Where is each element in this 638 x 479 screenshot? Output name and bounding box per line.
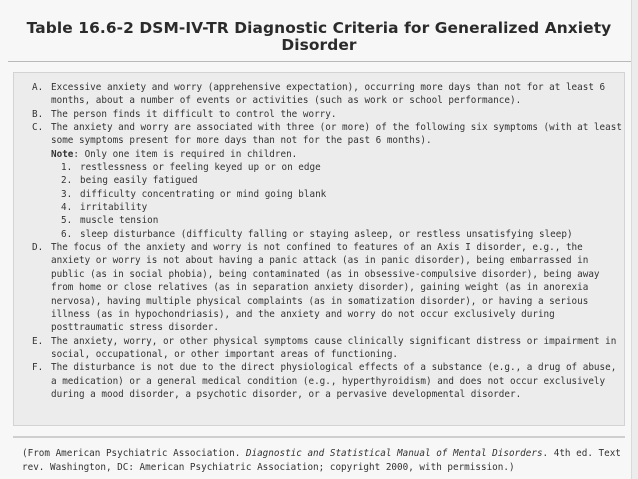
symptom-number: 2. xyxy=(61,175,73,187)
symptom-text: restlessness or feeling keyed up or on edge xyxy=(80,162,321,174)
criterion-letter: E. xyxy=(32,335,44,347)
symptom-item xyxy=(32,174,622,187)
symptom-text: muscle tension xyxy=(80,215,159,227)
symptom-number: 3. xyxy=(61,188,73,200)
criterion-c xyxy=(32,121,622,148)
symptom-item xyxy=(32,201,622,214)
symptom-text: being easily fatigued xyxy=(80,175,198,187)
title-divider xyxy=(8,61,634,62)
citation-book-title: Diagnostic and Statistical Manual of Mental Disorders xyxy=(245,448,543,459)
criteria-list xyxy=(32,81,622,401)
criterion-text: The anxiety and worry are associated with three (or more) of the following six symptoms (with at least some symptoms present for more days than not for the past 6 months). xyxy=(51,122,622,147)
symptom-number: 5. xyxy=(61,215,73,227)
citation-suffix: . 4th ed. Text rev. Washington, DC: American Psychiatric Association; copyright 2000, with permission.) xyxy=(22,448,621,473)
criterion-letter: A. xyxy=(32,82,44,93)
criterion-e xyxy=(32,335,622,362)
symptom-item xyxy=(32,161,622,174)
citation-prefix: (From American Psychiatric Association. xyxy=(22,448,246,459)
note-label: Note xyxy=(51,148,74,160)
source-citation xyxy=(22,447,622,474)
criterion-text: The focus of the anxiety and worry is not confined to features of an Axis I disorder, e.g., the anxiety or worry is not about having a panic attack (as in panic disorder), being embarrassed in public (as in social phobia), being contaminated (as in obsessive-compulsive disorder), being away from home or close relatives (as in separation anxiety disorder), gaining weight (as in anorexia nervosa), having multiple physical complaints (as in somatization disorder), or having a serious illness (as in hypochondriasis), and the anxiety and worry do not occur exclusively during posttraumatic stress disorder. xyxy=(51,242,600,334)
criterion-f xyxy=(32,361,622,401)
criterion-text: The anxiety, worry, or other physical symptoms cause clinically significant distress or impairment in social, occupational, or other important areas of functioning. xyxy=(51,335,617,360)
symptom-text: irritability xyxy=(80,202,148,214)
criterion-letter: C. xyxy=(32,122,44,134)
criterion-letter: B. xyxy=(32,108,44,120)
criterion-text: The disturbance is not due to the direct physiological effects of a substance (e.g., a drug of abuse, a medication) or a general medical condition (e.g., hyperthyroidism) and does not occur exclusively during a mood disorder, a psychotic disorder, or a pervasive developmental disorder. xyxy=(51,362,617,400)
symptom-number: 4. xyxy=(61,202,73,214)
footer-divider xyxy=(13,436,625,438)
criterion-b xyxy=(32,108,622,121)
criterion-d xyxy=(32,241,622,334)
symptom-item xyxy=(32,214,622,227)
symptom-text: difficulty concentrating or mind going blank xyxy=(80,188,327,200)
page-edge xyxy=(631,0,638,479)
criterion-a xyxy=(32,81,622,108)
criterion-text: The person finds it difficult to control the worry. xyxy=(51,108,337,120)
criterion-text: Excessive anxiety and worry (apprehensive expectation), occurring more days than not for at least 6 months, about a number of events or activities (such as work or school performance). xyxy=(51,82,606,107)
symptom-item xyxy=(32,228,622,241)
symptom-number: 6. xyxy=(61,228,73,240)
criterion-letter: D. xyxy=(32,242,44,254)
criterion-letter: F. xyxy=(32,362,44,374)
symptom-item xyxy=(32,188,622,201)
table-title: Table 16.6-2 DSM-IV-TR Diagnostic Criteria for Generalized Anxiety Disorder xyxy=(26,19,612,54)
symptom-number: 1. xyxy=(61,162,73,174)
note-text: : Only one item is required in children. xyxy=(73,148,298,160)
children-note xyxy=(32,148,622,161)
symptom-text: sleep disturbance (difficulty falling or staying asleep, or restless unsatisfying sleep) xyxy=(80,228,573,240)
